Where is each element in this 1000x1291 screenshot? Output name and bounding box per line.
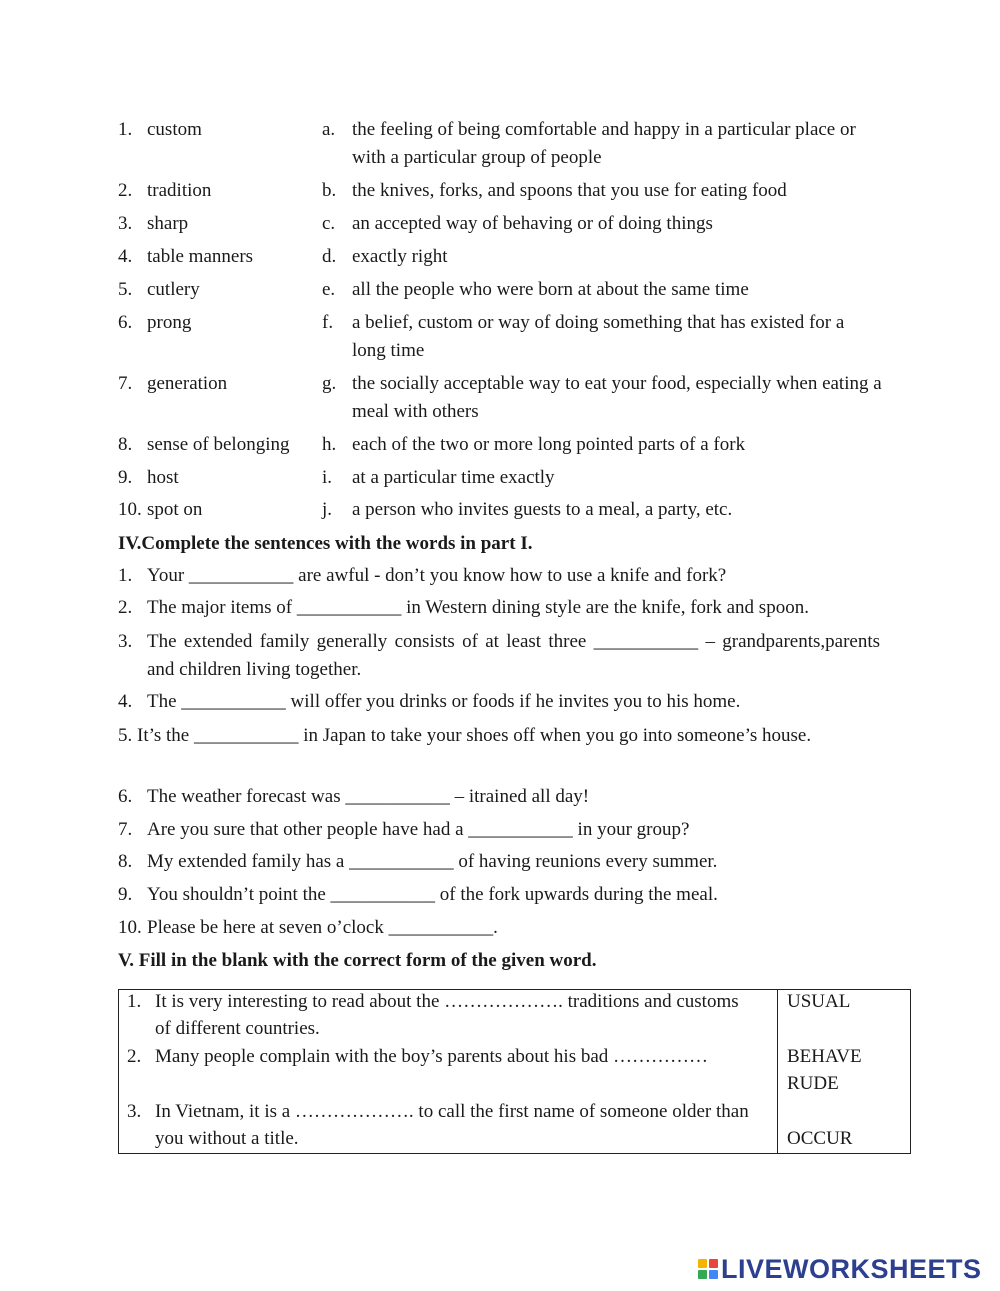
answer-blank[interactable]: ___________ — [330, 884, 436, 905]
question-number: 1. — [127, 991, 142, 1012]
matching-definition: each of the two or more long pointed parts of a fork — [352, 434, 746, 455]
matching-definition: a person who invites guests to a meal, a party, etc. — [352, 499, 733, 520]
sentence-text-after: of the fork upwards during the meal. — [439, 884, 718, 905]
sentence-number: 2. — [118, 597, 133, 618]
sentence-text-before: It’s the — [137, 725, 190, 746]
sentence-number: 9. — [118, 884, 133, 905]
matching-letter: g. — [322, 373, 337, 394]
matching-definition: a belief, custom or way of doing something that has existed for a long time — [352, 312, 845, 361]
sentence-text-before: My extended family has a — [147, 851, 345, 872]
question-number: 2. — [127, 1046, 142, 1067]
sentence-text-after: of having reunions every summer. — [458, 851, 718, 872]
sentence-number: 6. — [118, 786, 133, 807]
logo-block — [709, 1270, 718, 1279]
matching-letter: b. — [322, 180, 337, 201]
matching-term: cutlery — [147, 279, 200, 300]
sentence-row — [118, 722, 880, 750]
sentence-number: 4. — [118, 691, 133, 712]
matching-number: 10. — [118, 499, 142, 520]
matching-number: 6. — [118, 312, 133, 333]
sentence-number: 5. — [118, 725, 133, 746]
matching-term: spot on — [147, 499, 203, 520]
given-word: BEHAVE — [787, 1046, 862, 1067]
logo-blocks-icon — [698, 1259, 718, 1279]
matching-term: sense of belonging — [147, 434, 290, 455]
given-word: RUDE — [787, 1073, 839, 1094]
logo-block — [698, 1270, 707, 1279]
answer-blank[interactable]: ___________ — [181, 691, 286, 712]
answer-blank[interactable]: ___________ — [296, 597, 402, 618]
question-text[interactable]: In Vietnam, it is a ………………. to call the first name of someone older than you without a title. — [155, 1101, 749, 1149]
matching-definition: an accepted way of behaving or of doing things — [352, 213, 713, 234]
matching-term: prong — [147, 312, 192, 333]
matching-term: tradition — [147, 180, 212, 201]
sentence-text-after: in your group? — [577, 819, 690, 840]
matching-term: custom — [147, 119, 202, 140]
matching-term: sharp — [147, 213, 189, 234]
table-divider — [777, 990, 778, 1153]
answer-blank[interactable]: ___________ — [194, 725, 299, 746]
matching-number: 5. — [118, 279, 133, 300]
matching-number: 4. — [118, 246, 133, 267]
matching-letter: i. — [322, 467, 333, 488]
answer-blank[interactable]: ___________ — [188, 565, 294, 586]
matching-term: table manners — [147, 246, 254, 267]
sentence-text-before: The major items of — [147, 597, 293, 618]
sentence-text-before: Are you sure that other people have had a — [147, 819, 464, 840]
question-number: 3. — [127, 1101, 142, 1122]
matching-letter: e. — [322, 279, 336, 300]
matching-definition: the feeling of being comfortable and happy in a particular place or with a particular group of people — [352, 119, 856, 168]
given-word: OCCUR — [787, 1128, 853, 1149]
matching-letter: j. — [322, 499, 333, 520]
matching-term: host — [147, 467, 179, 488]
matching-letter: a. — [322, 119, 336, 140]
matching-number: 1. — [118, 119, 133, 140]
question-text[interactable]: It is very interesting to read about the ………………. traditions and customs of different countries. — [155, 991, 739, 1039]
sentence-number: 8. — [118, 851, 133, 872]
matching-number: 7. — [118, 373, 133, 394]
sentence-text-after: in Western dining style are the knife, fork and spoon. — [406, 597, 809, 618]
sentence-text-before: The — [147, 691, 177, 712]
sentence-text-after: – itrained all day! — [454, 786, 590, 807]
answer-blank[interactable]: ___________ — [468, 819, 573, 840]
logo-block — [698, 1259, 707, 1268]
matching-definition: exactly right — [352, 246, 448, 267]
sentence-text-before: Please be here at seven o’clock — [147, 917, 384, 938]
matching-number: 9. — [118, 467, 133, 488]
answer-blank[interactable]: ___________ — [388, 917, 494, 938]
matching-term: generation — [147, 373, 228, 394]
matching-number: 8. — [118, 434, 133, 455]
word-form-table — [118, 989, 911, 1154]
sentence-text-before: The extended family generally consists of at least three — [147, 631, 587, 652]
sentence-number: 3. — [118, 631, 133, 652]
answer-blank[interactable]: ___________ — [345, 786, 450, 807]
sentence-text-before: Your — [147, 565, 185, 586]
sentence-number: 7. — [118, 819, 133, 840]
sentence-number: 10. — [118, 917, 142, 938]
question-text[interactable]: Many people complain with the boy’s parents about his bad …………… — [155, 1046, 709, 1067]
sentence-text-after: . — [493, 917, 498, 938]
matching-letter: d. — [322, 246, 337, 267]
sentence-text-after: are awful - don’t you know how to use a knife and fork? — [298, 565, 727, 586]
logo-text: LIVEWORKSHEETS — [721, 1253, 982, 1284]
matching-letter: f. — [322, 312, 334, 333]
matching-definition: at a particular time exactly — [352, 467, 555, 488]
section-5-title: V. Fill in the blank with the correct form of the given word. — [118, 950, 597, 971]
matching-letter: h. — [322, 434, 337, 455]
matching-definition: the knives, forks, and spoons that you use for eating food — [352, 180, 787, 201]
matching-number: 2. — [118, 180, 133, 201]
liveworksheets-logo — [698, 1252, 982, 1286]
matching-number: 3. — [118, 213, 133, 234]
given-word: USUAL — [787, 991, 851, 1012]
sentence-text-after: – grandparents,parents and children living together. — [147, 631, 881, 680]
sentence-text-after: in Japan to take your shoes off when you go into someone’s house. — [303, 725, 812, 746]
sentence-text-after: will offer you drinks or foods if he invites you to his home. — [290, 691, 741, 712]
matching-definition: all the people who were born at about the same time — [352, 279, 749, 300]
sentence-text-before: The weather forecast was — [147, 786, 341, 807]
answer-blank[interactable]: ___________ — [349, 851, 454, 872]
section-4-title: IV.Complete the sentences with the words in part I. — [118, 533, 533, 554]
answer-blank[interactable]: ___________ — [593, 631, 699, 652]
sentence-text-before: You shouldn’t point the — [147, 884, 326, 905]
sentence-number: 1. — [118, 565, 133, 586]
matching-letter: c. — [322, 213, 336, 234]
matching-definition: the socially acceptable way to eat your food, especially when eating a meal with others — [352, 373, 882, 422]
logo-block — [709, 1259, 718, 1268]
